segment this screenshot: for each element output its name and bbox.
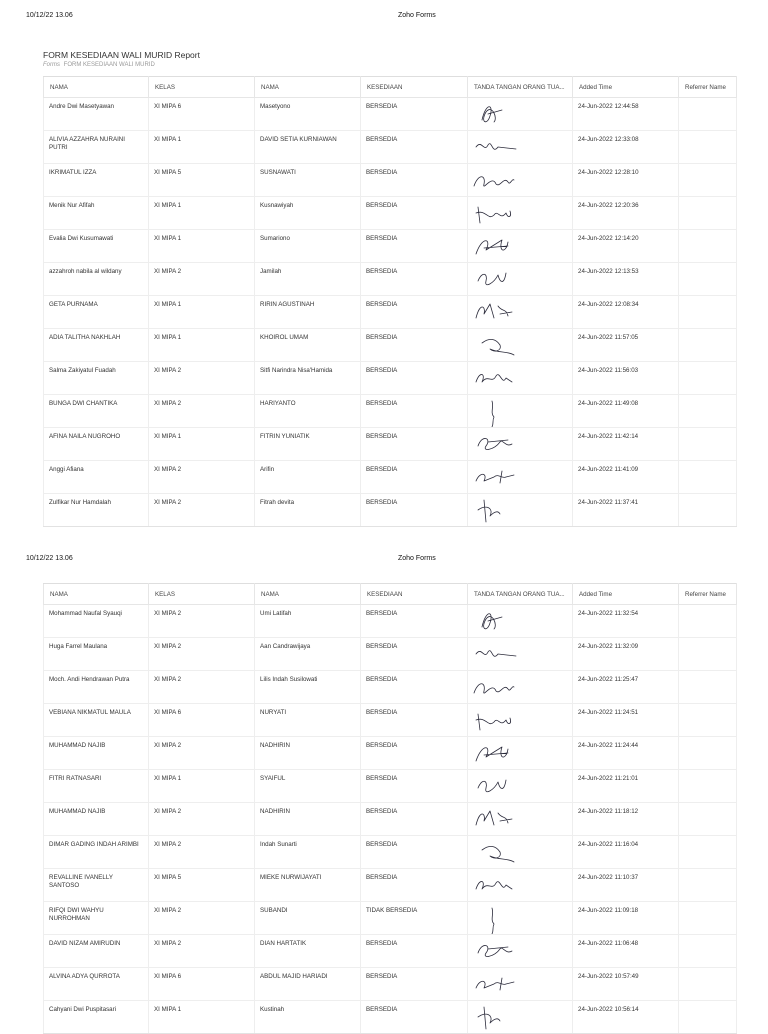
- table-row[interactable]: [44, 836, 737, 869]
- signature-image: [472, 1003, 520, 1033]
- referrer-cell: [679, 770, 737, 803]
- parent-name-cell: Umi Latifah: [255, 605, 361, 638]
- table-row[interactable]: [44, 869, 737, 902]
- student-name-cell: ADIA TALITHA NAKHLAH: [44, 329, 149, 362]
- table-row[interactable]: [44, 737, 737, 770]
- class-cell: XI MIPA 2: [149, 605, 255, 638]
- student-name-cell: Cahyani Dwi Puspitasari: [44, 1001, 149, 1034]
- consent-cell: BERSEDIA: [361, 770, 468, 803]
- added-time-cell: 24-Jun-2022 12:20:36: [573, 197, 679, 230]
- added-time-cell: 24-Jun-2022 12:44:58: [573, 98, 679, 131]
- consent-cell: BERSEDIA: [361, 638, 468, 671]
- added-time-cell: 24-Jun-2022 11:41:09: [573, 461, 679, 494]
- class-cell: XI MIPA 1: [149, 428, 255, 461]
- consent-cell: BERSEDIA: [361, 935, 468, 968]
- student-name-cell: Evalia Dwi Kusumawati: [44, 230, 149, 263]
- referrer-cell: [679, 164, 737, 197]
- signature-cell: [468, 935, 573, 968]
- class-cell: XI MIPA 2: [149, 263, 255, 296]
- column-header-nama[interactable]: NAMA: [44, 77, 149, 98]
- table-row[interactable]: [44, 704, 737, 737]
- table-row[interactable]: [44, 230, 737, 263]
- consent-cell: BERSEDIA: [361, 395, 468, 428]
- parent-name-cell: SUSNAWATI: [255, 164, 361, 197]
- signature-cell: [468, 98, 573, 131]
- student-name-cell: FITRI RATNASARI: [44, 770, 149, 803]
- column-header-kesediaan[interactable]: KESEDIAAN: [361, 77, 468, 98]
- parent-name-cell: KHOIROL UMAM: [255, 329, 361, 362]
- added-time-cell: 24-Jun-2022 11:24:44: [573, 737, 679, 770]
- signature-image: [472, 364, 520, 394]
- student-name-cell: DIMAR GADING INDAH ARIMBI: [44, 836, 149, 869]
- referrer-cell: [679, 494, 737, 527]
- parent-name-cell: SYAIFUL: [255, 770, 361, 803]
- table-row[interactable]: [44, 902, 737, 935]
- report-title: FORM KESEDIAAN WALI MURID Report: [43, 50, 200, 60]
- consent-cell: BERSEDIA: [361, 671, 468, 704]
- signature-cell: [468, 704, 573, 737]
- consent-cell: BERSEDIA: [361, 836, 468, 869]
- added-time-cell: 24-Jun-2022 11:32:09: [573, 638, 679, 671]
- app-name: Zoho Forms: [398, 555, 436, 562]
- consent-cell: BERSEDIA: [361, 605, 468, 638]
- added-time-cell: 24-Jun-2022 11:06:48: [573, 935, 679, 968]
- parent-name-cell: ABDUL MAJID HARIADI: [255, 968, 361, 1001]
- signature-cell: [468, 395, 573, 428]
- signature-cell: [468, 362, 573, 395]
- signature-image: [472, 463, 520, 493]
- table-row[interactable]: [44, 770, 737, 803]
- signature-image: [472, 838, 520, 868]
- referrer-cell: [679, 197, 737, 230]
- added-time-cell: 24-Jun-2022 12:08:34: [573, 296, 679, 329]
- signature-image: [472, 133, 520, 163]
- report-table-page-1: [43, 76, 737, 527]
- signature-image: [472, 331, 520, 361]
- added-time-cell: 24-Jun-2022 11:37:41: [573, 494, 679, 527]
- signature-cell: [468, 1001, 573, 1034]
- referrer-cell: [679, 1001, 737, 1034]
- referrer-cell: [679, 737, 737, 770]
- table-row[interactable]: [44, 494, 737, 527]
- student-name-cell: MUHAMMAD NAJIB: [44, 737, 149, 770]
- signature-cell: [468, 131, 573, 164]
- signature-cell: [468, 296, 573, 329]
- referrer-cell: [679, 131, 737, 164]
- referrer-cell: [679, 461, 737, 494]
- parent-name-cell: SUBANDI: [255, 902, 361, 935]
- added-time-cell: 24-Jun-2022 12:28:10: [573, 164, 679, 197]
- signature-image: [472, 904, 520, 934]
- signature-image: [472, 397, 520, 427]
- class-cell: XI MIPA 2: [149, 671, 255, 704]
- signature-image: [472, 640, 520, 670]
- student-name-cell: AFINA NAILA NUGROHO: [44, 428, 149, 461]
- column-header-nama[interactable]: NAMA: [44, 584, 149, 605]
- signature-image: [472, 496, 520, 526]
- referrer-cell: [679, 836, 737, 869]
- consent-cell: BERSEDIA: [361, 329, 468, 362]
- signature-cell: [468, 638, 573, 671]
- signature-cell: [468, 836, 573, 869]
- added-time-cell: 24-Jun-2022 12:13:53: [573, 263, 679, 296]
- parent-name-cell: NADHIRIN: [255, 803, 361, 836]
- table-row[interactable]: [44, 968, 737, 1001]
- added-time-cell: 24-Jun-2022 11:10:37: [573, 869, 679, 902]
- signature-cell: [468, 803, 573, 836]
- class-cell: XI MIPA 2: [149, 836, 255, 869]
- signature-image: [472, 265, 520, 295]
- class-cell: XI MIPA 2: [149, 935, 255, 968]
- referrer-cell: [679, 329, 737, 362]
- referrer-cell: [679, 428, 737, 461]
- consent-cell: BERSEDIA: [361, 494, 468, 527]
- referrer-cell: [679, 869, 737, 902]
- signature-image: [472, 937, 520, 967]
- report-subtitle: [43, 62, 155, 68]
- student-name-cell: Anggi Afiana: [44, 461, 149, 494]
- student-name-cell: Zulfikar Nur Hamdalah: [44, 494, 149, 527]
- table-row[interactable]: [44, 131, 737, 164]
- signature-cell: [468, 770, 573, 803]
- table-row[interactable]: [44, 605, 737, 638]
- signature-cell: [468, 494, 573, 527]
- signature-cell: [468, 164, 573, 197]
- referrer-cell: [679, 362, 737, 395]
- consent-cell: BERSEDIA: [361, 230, 468, 263]
- signature-cell: [468, 230, 573, 263]
- table-row[interactable]: [44, 395, 737, 428]
- class-cell: XI MIPA 6: [149, 704, 255, 737]
- student-name-cell: Menik Nur Afifah: [44, 197, 149, 230]
- signature-cell: [468, 869, 573, 902]
- referrer-cell: [679, 671, 737, 704]
- student-name-cell: VEBIANA NIKMATUL MAULA: [44, 704, 149, 737]
- student-name-cell: Mohammad Naufal Syauqi: [44, 605, 149, 638]
- column-header-kelas[interactable]: KELAS: [149, 584, 255, 605]
- table-header-row: [44, 584, 737, 605]
- consent-cell: BERSEDIA: [361, 164, 468, 197]
- consent-cell: BERSEDIA: [361, 296, 468, 329]
- signature-image: [472, 232, 520, 262]
- class-cell: XI MIPA 1: [149, 1001, 255, 1034]
- table-row[interactable]: [44, 329, 737, 362]
- signature-cell: [468, 197, 573, 230]
- class-cell: XI MIPA 2: [149, 638, 255, 671]
- consent-cell: BERSEDIA: [361, 362, 468, 395]
- parent-name-cell: Lilis Indah Susilowati: [255, 671, 361, 704]
- student-name-cell: Salma Zakiyatul Fuadah: [44, 362, 149, 395]
- added-time-cell: 24-Jun-2022 11:57:05: [573, 329, 679, 362]
- parent-name-cell: Fitrah devita: [255, 494, 361, 527]
- table-row[interactable]: [44, 296, 737, 329]
- consent-cell: BERSEDIA: [361, 263, 468, 296]
- added-time-cell: 24-Jun-2022 11:32:54: [573, 605, 679, 638]
- parent-name-cell: Jamilah: [255, 263, 361, 296]
- parent-name-cell: RIRIN AGUSTINAH: [255, 296, 361, 329]
- class-cell: XI MIPA 2: [149, 494, 255, 527]
- class-cell: XI MIPA 5: [149, 869, 255, 902]
- class-cell: XI MIPA 2: [149, 362, 255, 395]
- referrer-cell: [679, 902, 737, 935]
- parent-name-cell: Indah Sunarti: [255, 836, 361, 869]
- parent-name-cell: Kusnawiyah: [255, 197, 361, 230]
- added-time-cell: 24-Jun-2022 11:18:12: [573, 803, 679, 836]
- added-time-cell: 24-Jun-2022 10:56:14: [573, 1001, 679, 1034]
- table-row[interactable]: [44, 1001, 737, 1034]
- column-header-referrer-name[interactable]: Referrer Name: [679, 584, 737, 605]
- signature-image: [472, 772, 520, 802]
- student-name-cell: REVALLINE IVANELLY SANTOSO: [44, 869, 149, 902]
- table-row[interactable]: [44, 197, 737, 230]
- signature-cell: [468, 671, 573, 704]
- parent-name-cell: DAVID SETIA KURNIAWAN: [255, 131, 361, 164]
- referrer-cell: [679, 935, 737, 968]
- parent-name-cell: Arifin: [255, 461, 361, 494]
- parent-name-cell: Masetyono: [255, 98, 361, 131]
- signature-cell: [468, 968, 573, 1001]
- parent-name-cell: Kustinah: [255, 1001, 361, 1034]
- class-cell: XI MIPA 2: [149, 902, 255, 935]
- added-time-cell: 24-Jun-2022 12:33:08: [573, 131, 679, 164]
- parent-name-cell: Sumariono: [255, 230, 361, 263]
- referrer-cell: [679, 263, 737, 296]
- added-time-cell: 24-Jun-2022 12:14:20: [573, 230, 679, 263]
- signature-image: [472, 673, 520, 703]
- signature-image: [472, 706, 520, 736]
- class-cell: XI MIPA 6: [149, 98, 255, 131]
- student-name-cell: Moch. Andi Hendrawan Putra: [44, 671, 149, 704]
- consent-cell: BERSEDIA: [361, 428, 468, 461]
- column-header-tanda-tangan[interactable]: TANDA TANGAN ORANG TUA...: [468, 77, 573, 98]
- referrer-cell: [679, 968, 737, 1001]
- consent-cell: BERSEDIA: [361, 737, 468, 770]
- signature-cell: [468, 461, 573, 494]
- student-name-cell: azzahroh nabila al wildany: [44, 263, 149, 296]
- parent-name-cell: FITRIN YUNIATIK: [255, 428, 361, 461]
- added-time-cell: 24-Jun-2022 11:16:04: [573, 836, 679, 869]
- class-cell: XI MIPA 1: [149, 197, 255, 230]
- column-header-referrer-name[interactable]: Referrer Name: [679, 77, 737, 98]
- table-row[interactable]: [44, 461, 737, 494]
- added-time-cell: 24-Jun-2022 11:21:01: [573, 770, 679, 803]
- signature-image: [472, 607, 520, 637]
- student-name-cell: ALIVIA AZZAHRA NURAINI PUTRI: [44, 131, 149, 164]
- app-name: Zoho Forms: [398, 12, 436, 19]
- signature-image: [472, 100, 520, 130]
- column-header-kelas[interactable]: KELAS: [149, 77, 255, 98]
- class-cell: XI MIPA 2: [149, 803, 255, 836]
- student-name-cell: ALVINA ADYA QURROTA: [44, 968, 149, 1001]
- class-cell: XI MIPA 5: [149, 164, 255, 197]
- forms-label: Forms: [43, 62, 60, 68]
- class-cell: XI MIPA 1: [149, 296, 255, 329]
- signature-cell: [468, 902, 573, 935]
- referrer-cell: [679, 605, 737, 638]
- signature-image: [472, 871, 520, 901]
- table-row[interactable]: [44, 428, 737, 461]
- consent-cell: BERSEDIA: [361, 968, 468, 1001]
- referrer-cell: [679, 230, 737, 263]
- table-row[interactable]: [44, 671, 737, 704]
- consent-cell: BERSEDIA: [361, 1001, 468, 1034]
- signature-cell: [468, 428, 573, 461]
- referrer-cell: [679, 803, 737, 836]
- signature-cell: [468, 263, 573, 296]
- parent-name-cell: NURYATI: [255, 704, 361, 737]
- signature-cell: [468, 329, 573, 362]
- signature-image: [472, 199, 520, 229]
- column-header-nama-ortu[interactable]: NAMA: [255, 77, 361, 98]
- signature-image: [472, 970, 520, 1000]
- consent-cell: BERSEDIA: [361, 197, 468, 230]
- forms-value[interactable]: FORM KESEDIAAN WALI MURID: [63, 62, 155, 68]
- added-time-cell: 24-Jun-2022 10:57:49: [573, 968, 679, 1001]
- column-header-added-time[interactable]: Added Time: [573, 77, 679, 98]
- consent-cell: BERSEDIA: [361, 98, 468, 131]
- column-header-added-time[interactable]: Added Time: [573, 584, 679, 605]
- referrer-cell: [679, 704, 737, 737]
- consent-cell: BERSEDIA: [361, 869, 468, 902]
- class-cell: XI MIPA 2: [149, 737, 255, 770]
- parent-name-cell: Sitfi Narindra Nisa'Hamida: [255, 362, 361, 395]
- consent-cell: BERSEDIA: [361, 704, 468, 737]
- signature-image: [472, 298, 520, 328]
- student-name-cell: Huga Farrel Maulana: [44, 638, 149, 671]
- table-row[interactable]: [44, 98, 737, 131]
- column-header-kesediaan[interactable]: KESEDIAAN: [361, 584, 468, 605]
- class-cell: XI MIPA 2: [149, 395, 255, 428]
- student-name-cell: Andre Dwi Masetyawan: [44, 98, 149, 131]
- student-name-cell: GETA PURNAMA: [44, 296, 149, 329]
- added-time-cell: 24-Jun-2022 11:42:14: [573, 428, 679, 461]
- student-name-cell: MUHAMMAD NAJIB: [44, 803, 149, 836]
- signature-image: [472, 805, 520, 835]
- table-row[interactable]: [44, 164, 737, 197]
- referrer-cell: [679, 395, 737, 428]
- signature-image: [472, 166, 520, 196]
- column-header-tanda-tangan[interactable]: TANDA TANGAN ORANG TUA...: [468, 584, 573, 605]
- page-header: [0, 12, 768, 26]
- column-header-nama-ortu[interactable]: NAMA: [255, 584, 361, 605]
- consent-cell: BERSEDIA: [361, 803, 468, 836]
- signature-cell: [468, 737, 573, 770]
- referrer-cell: [679, 638, 737, 671]
- parent-name-cell: MIEKE NURWIJAYATI: [255, 869, 361, 902]
- student-name-cell: IKRIMATUL IZZA: [44, 164, 149, 197]
- parent-name-cell: HARIYANTO: [255, 395, 361, 428]
- class-cell: XI MIPA 1: [149, 329, 255, 362]
- consent-cell: BERSEDIA: [361, 131, 468, 164]
- parent-name-cell: DIAN HARTATIK: [255, 935, 361, 968]
- class-cell: XI MIPA 2: [149, 461, 255, 494]
- class-cell: XI MIPA 1: [149, 131, 255, 164]
- report-table-page-2: [43, 583, 737, 1034]
- consent-cell: TIDAK BERSEDIA: [361, 902, 468, 935]
- added-time-cell: 24-Jun-2022 11:49:08: [573, 395, 679, 428]
- added-time-cell: 24-Jun-2022 11:56:03: [573, 362, 679, 395]
- parent-name-cell: NADHIRIN: [255, 737, 361, 770]
- table-row[interactable]: [44, 638, 737, 671]
- parent-name-cell: Aan Candrawijaya: [255, 638, 361, 671]
- referrer-cell: [679, 98, 737, 131]
- table-header-row: [44, 77, 737, 98]
- added-time-cell: 24-Jun-2022 11:25:47: [573, 671, 679, 704]
- signature-cell: [468, 605, 573, 638]
- table-row[interactable]: [44, 935, 737, 968]
- print-date: 10/12/22 13.06: [26, 555, 73, 562]
- class-cell: XI MIPA 1: [149, 230, 255, 263]
- student-name-cell: RIFQI DWI WAHYU NURROHMAN: [44, 902, 149, 935]
- class-cell: XI MIPA 1: [149, 770, 255, 803]
- page-header: [0, 555, 768, 569]
- table-row[interactable]: [44, 362, 737, 395]
- class-cell: XI MIPA 6: [149, 968, 255, 1001]
- table-row[interactable]: [44, 803, 737, 836]
- table-row[interactable]: [44, 263, 737, 296]
- student-name-cell: DAVID NIZAM AMIRUDIN: [44, 935, 149, 968]
- signature-image: [472, 739, 520, 769]
- added-time-cell: 24-Jun-2022 11:09:18: [573, 902, 679, 935]
- consent-cell: BERSEDIA: [361, 461, 468, 494]
- print-date: 10/12/22 13.06: [26, 12, 73, 19]
- signature-image: [472, 430, 520, 460]
- added-time-cell: 24-Jun-2022 11:24:51: [573, 704, 679, 737]
- student-name-cell: BUNGA DWI CHANTIKA: [44, 395, 149, 428]
- referrer-cell: [679, 296, 737, 329]
